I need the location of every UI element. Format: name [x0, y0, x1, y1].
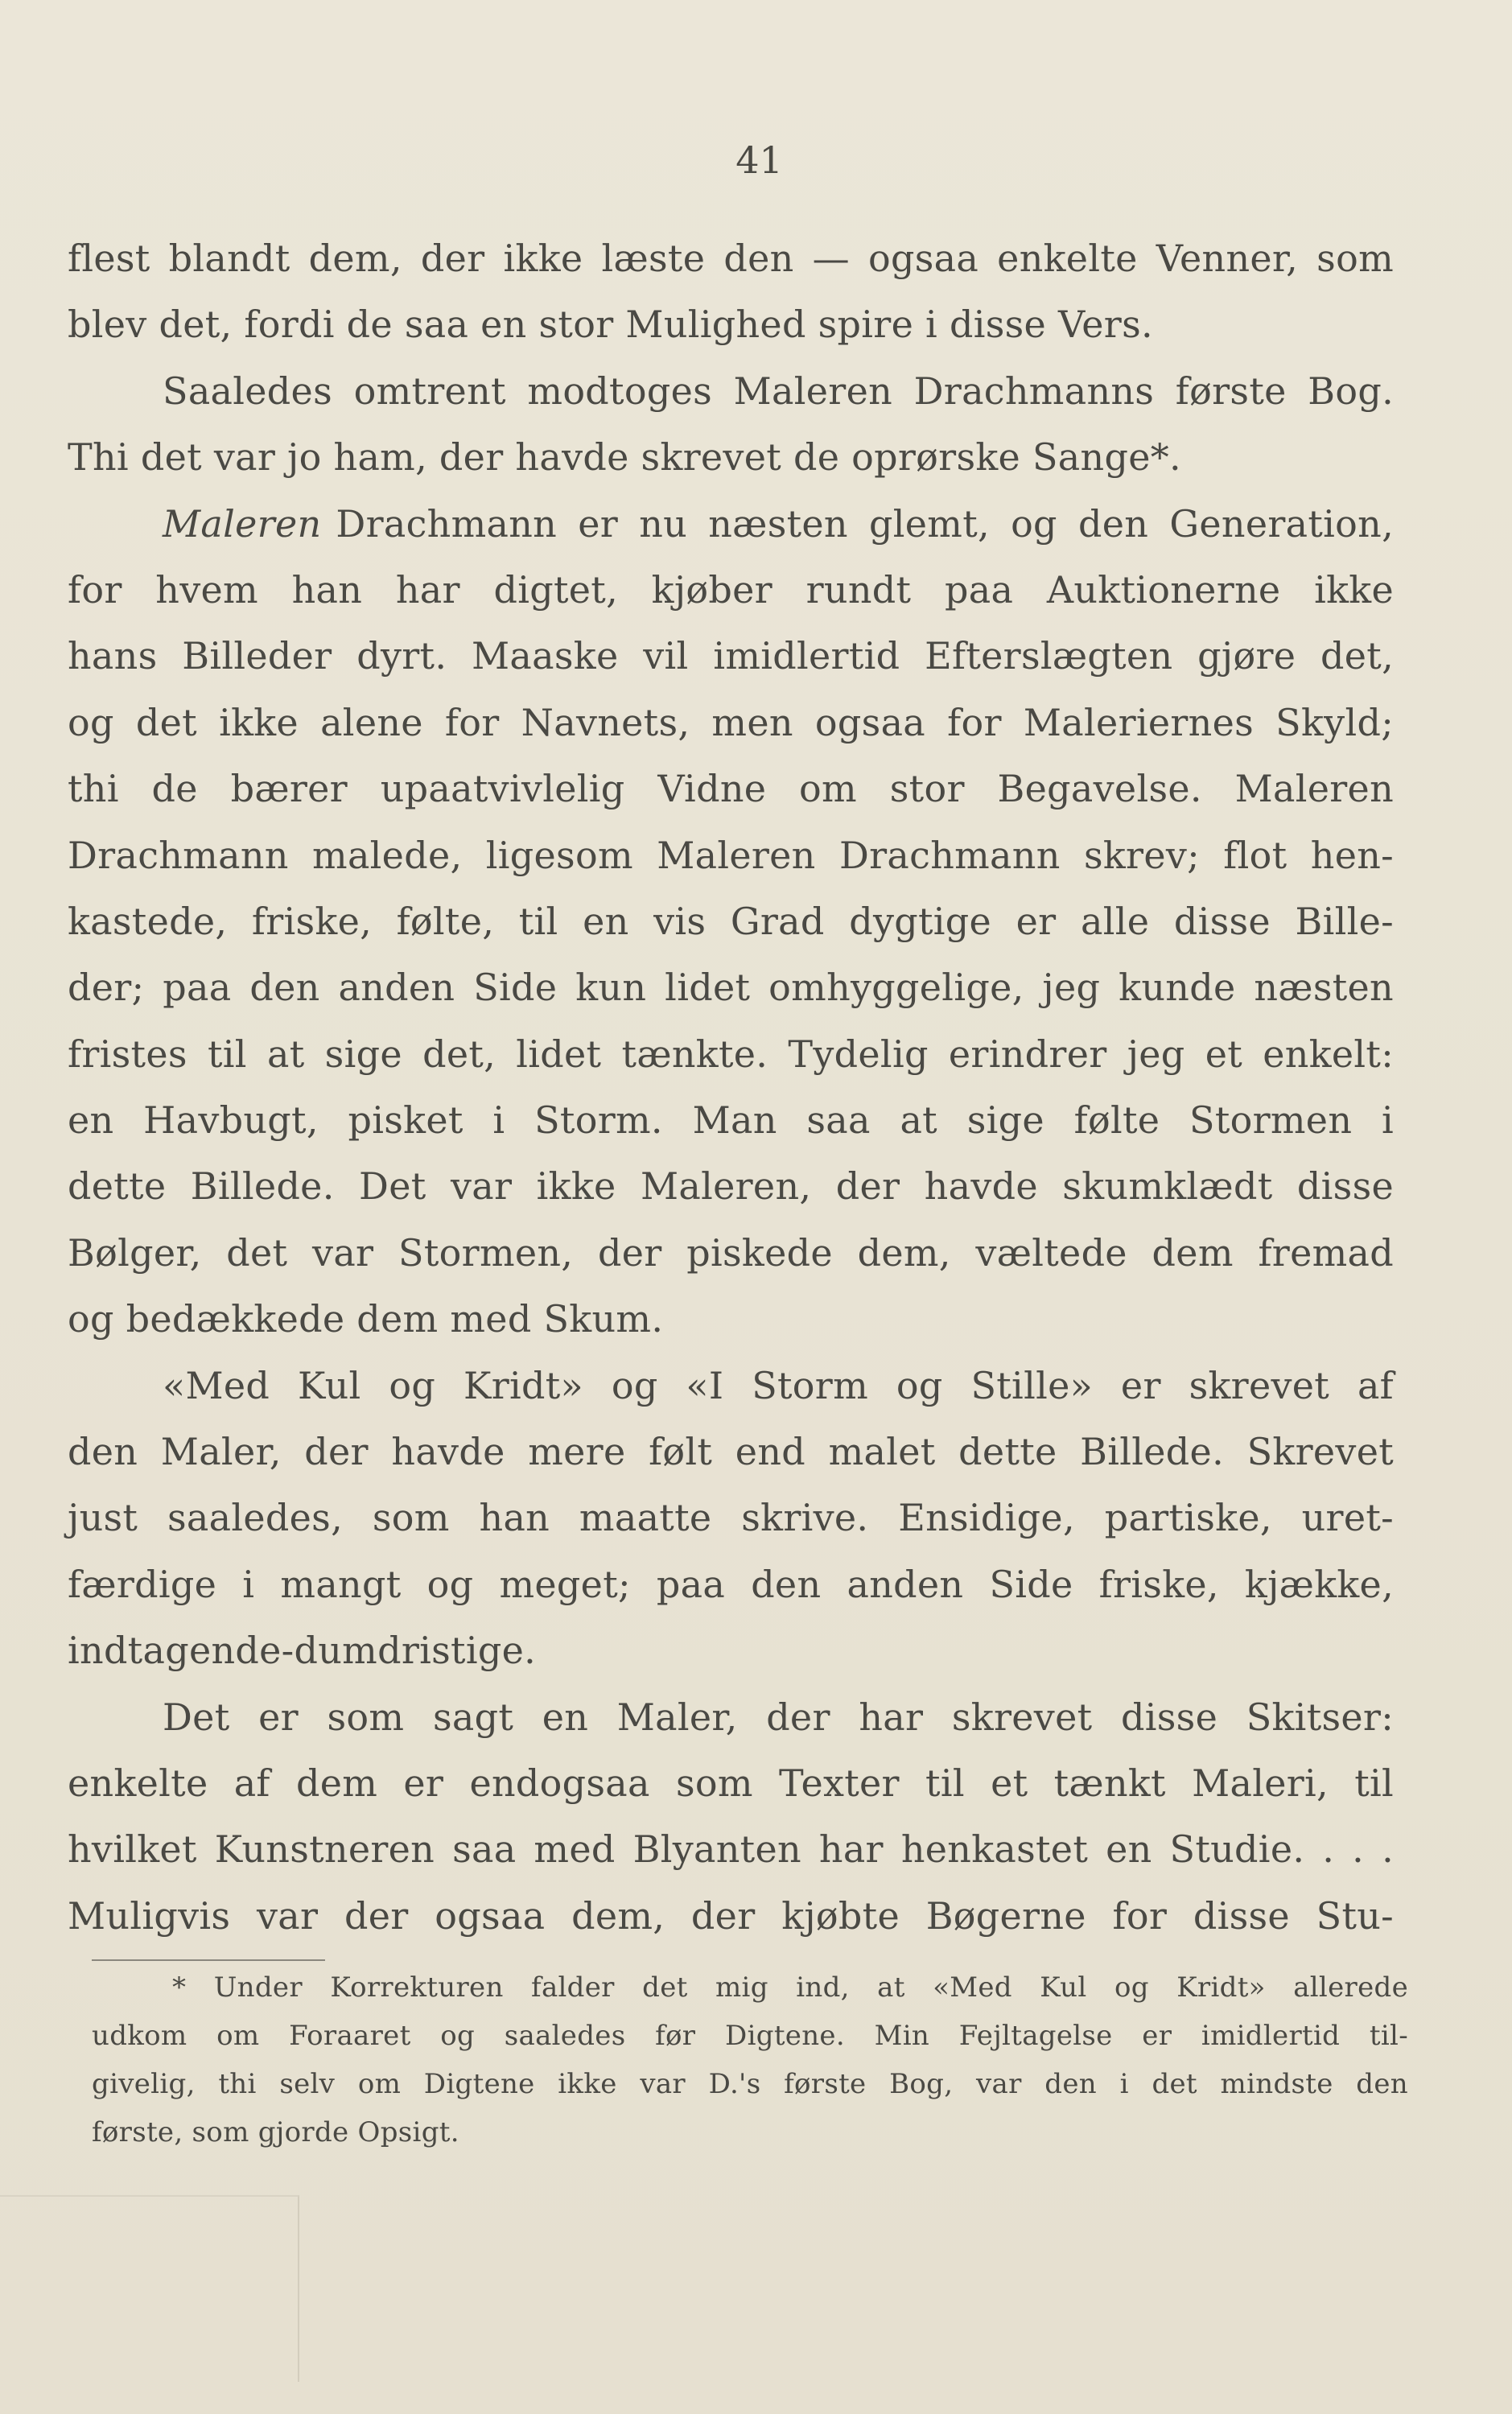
- footnote: [92, 1963, 1408, 2157]
- text-line-italic-lead: [68, 491, 1394, 557]
- footnote-line: * Under Korrekturen falder det mig ind, at «Med Kul og Kridt» allerede: [172, 1971, 1408, 2004]
- footnote-divider: [92, 1959, 325, 1961]
- text-line: Bølger, det var Stormen, der piskede dem, væltede dem fremad: [68, 1230, 1394, 1275]
- text-line: og bedækkede dem med Skum.: [68, 1297, 664, 1341]
- text-line-rest: Drachmann er nu næsten glemt, og den Generation,: [336, 501, 1394, 546]
- text-line: Det er som sagt en Maler, der har skrevet disse Skitser:: [163, 1695, 1394, 1739]
- text-line: just saaledes, som han maatte skrive. Ensidige, partiske, uret-: [68, 1496, 1394, 1540]
- text-line: indtagende-dumdristige.: [68, 1629, 537, 1673]
- footnote-line: første, som gjorde Opsigt.: [92, 2116, 459, 2148]
- text-line: kastede, friske, følte, til en vis Grad dygtige er alle disse Bille-: [68, 899, 1394, 943]
- text-line: for hvem han har digtet, kjøber rundt paa Auktionerne ikke: [68, 567, 1394, 612]
- text-line: der; paa den anden Side kun lidet omhyggelige, jeg kunde næsten: [68, 966, 1394, 1010]
- text-line: den Maler, der havde mere følt end malet dette Billede. Skrevet: [68, 1430, 1394, 1474]
- text-line: hvilket Kunstneren saa med Blyanten har henkastet en Studie. . . .: [68, 1827, 1394, 1872]
- text-line: en Havbugt, pisket i Storm. Man saa at sige følte Stormen i: [68, 1098, 1394, 1143]
- text-line: færdige i mangt og meget; paa den anden Side friske, kjække,: [68, 1562, 1394, 1606]
- text-line: Saaledes omtrent modtoges Maleren Drachmanns første Bog.: [163, 369, 1394, 413]
- text-line: enkelte af dem er endogsaa som Texter til et tænkt Maleri, til: [68, 1761, 1394, 1805]
- scan-edge-mark: [0, 2195, 299, 2382]
- text-line: dette Billede. Det var ikke Maleren, der havde skumklædt disse: [68, 1164, 1394, 1209]
- text-line: «Med Kul og Kridt» og «I Storm og Stille» er skrevet af: [163, 1363, 1394, 1407]
- body-text: [68, 225, 1394, 1949]
- footnote-line: givelig, thi selv om Digtene ikke var D.'s første Bog, var den i det mindste den: [92, 2068, 1408, 2100]
- text-line: blev det, fordi de saa en stor Mulighed spire i disse Vers.: [68, 303, 1153, 347]
- text-line: Drachmann malede, ligesom Maleren Drachmann skrev; flot hen-: [68, 833, 1394, 877]
- text-line: og det ikke alene for Navnets, men ogsaa for Maleriernes Skyld;: [68, 700, 1394, 744]
- text-line: Muligvis var der ogsaa dem, der kjøbte Bøgerne for disse Stu-: [68, 1893, 1394, 1938]
- text-line: Thi det var jo ham, der havde skrevet de oprørske Sange*.: [68, 435, 1181, 480]
- page-number: 41: [735, 138, 783, 182]
- footnote-line: udkom om Foraaret og saaledes før Digtene. Min Fejltagelse er imidlertid til-: [92, 2020, 1408, 2052]
- text-line: hans Billeder dyrt. Maaske vil imidlertid Efterslægten gjøre det,: [68, 634, 1394, 678]
- text-line: thi de bærer upaatvivlelig Vidne om stor Begavelse. Maleren: [68, 767, 1394, 811]
- italic-word: Maleren: [163, 501, 322, 546]
- text-line: fristes til at sige det, lidet tænkte. Tydelig erindrer jeg et enkelt:: [68, 1032, 1394, 1076]
- text-line: flest blandt dem, der ikke læste den — ogsaa enkelte Venner, som: [68, 237, 1394, 280]
